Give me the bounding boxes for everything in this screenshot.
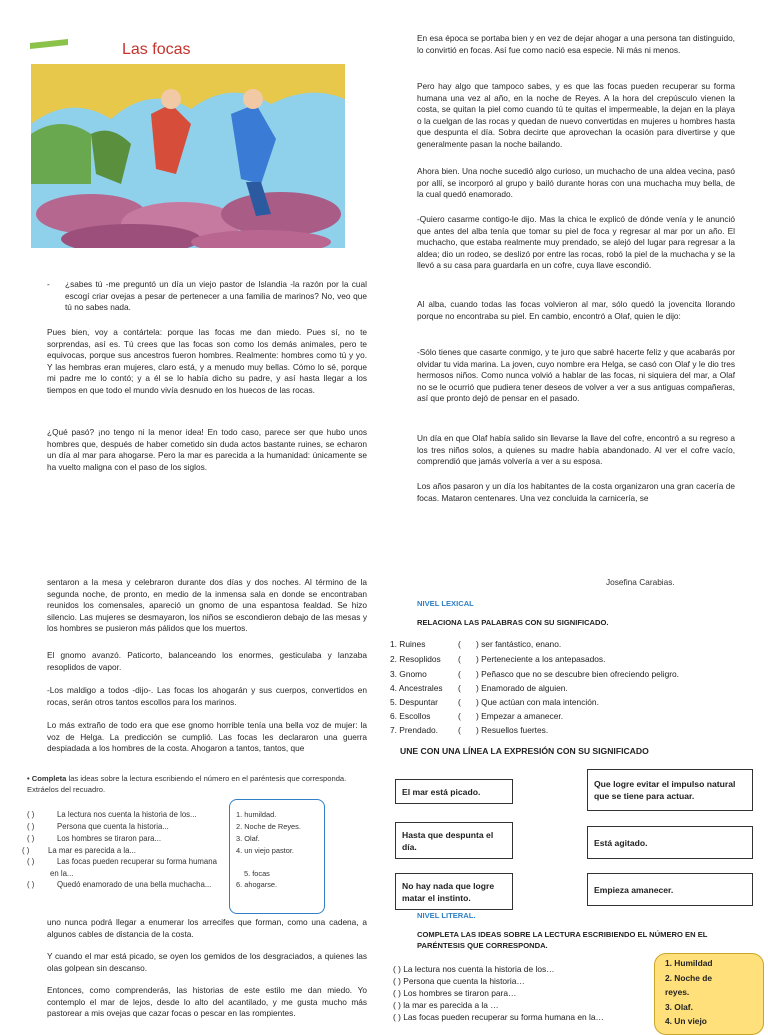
match-row: 2. Resoplidos ( ) Perteneciente a los antepasados. — [390, 654, 606, 664]
page-title: Las focas — [122, 41, 191, 58]
title-accent-bar — [30, 39, 68, 49]
literal-row: ( ) Los hombres se tiraron para… — [393, 988, 517, 998]
story-paragraph: Entonces, como comprenderás, las historias de este estilo me dan miedo. Yo contemplo el mar de lejos, desde lo alto del acantilado, y me gusta mucho más pastorear a mis ovejas que cazar focas o pescar en las rompientes. — [47, 985, 367, 1019]
meaning-box[interactable]: Que logre evitar el impulso natural que se tiene para actuar. — [587, 769, 753, 811]
story-paragraph: Y cuando el mar está picado, se oyen los gemidos de los desgraciados, a quienes las olas golpean sin descanso. — [47, 951, 367, 973]
story-paragraph: sentaron a la mesa y celebraron durante dos días y dos noches. Al término de la segunda noche, de pronto, en medio de la inmensa sala en donde se encontraban reunidos los comensales, apareció un gnomo de una espantosa fealdad. Se hizo silencio. Las mujeres se desmayaron, los niños se escondieron debajo de las mesas y los hombres se pusieron más pálidos que los muertos. — [47, 577, 367, 634]
story-paragraph: Un día en que Olaf había salido sin llevarse la llave del cofre, encontró a su regreso a los tres niños solos, a quienes su madre había abandonado. Al ver el cofre vacío, comprendió que jamás volvería a ver a su esposa. — [417, 433, 735, 467]
story-paragraph: uno nunca podrá llegar a enumerar los arrecifes que forman, como una cadena, a algunos cables de distancia de la costa. — [47, 917, 367, 939]
exercise-instructions: • Completa las ideas sobre la lectura escribiendo el número en el paréntesis que corresponda. Extráelos del recuadro. — [27, 774, 347, 794]
expression-box[interactable]: No hay nada que logre matar el instinto. — [395, 873, 513, 910]
story-paragraph: ¿sabes tú -me preguntó un día un viejo pastor de Islandia -la razón por la cual escogí criar ovejas a pesar de pertenecer a una familia de marinos? No, veo que tú no sabes nada. — [65, 279, 367, 313]
exercise-row: ( ) Persona que cuenta la historia... — [27, 822, 169, 831]
story-paragraph: -Los maldigo a todos -dijo-. Las focas los ahogarán y sus cuerpos, convertidos en rocas, serán otros tantos escollos para los marinos. — [47, 685, 367, 707]
literal-row: ( ) Persona que cuenta la historia… — [393, 976, 525, 986]
meaning-box[interactable]: Está agitado. — [587, 826, 753, 859]
answer-option: 3. Olaf. — [665, 1002, 693, 1012]
story-paragraph: ¿Qué pasó? ¡no tengo ni la menor idea! En todo caso, parece ser que hubo unos hombres que, después de haber cometido sin duda actos bastante ruines, se echaron un día al mar para ahogarse. Pero la mar es parecida a la humanidad: únicamente se ha vuelto maligna con el paso de los siglos. — [47, 427, 367, 472]
meaning-box[interactable]: Empieza amanecer. — [587, 873, 753, 906]
exercise-row: ( ) La lectura nos cuenta la historia de los... — [27, 810, 197, 819]
option-item: 5. focas — [244, 869, 270, 878]
story-paragraph: -Sólo tienes que casarte conmigo, y te juro que sabré hacerte feliz y que acabarás por olvidar tu vida marina. La joven, cuyo nombre era Helga, se casó con Olaf y le dio tres hermosos niños. Como nunca volvió a hablar de las focas, ni siquiera del mar, a Olaf no se le ocurrió que pudiera tener deseos de volver a ver a sus antiguas compañeras, así que pronto dejó de pensar en el pasado. — [417, 347, 735, 404]
exercise-row: ( ) Los hombres se tiraron para... — [27, 834, 162, 843]
answer-option: 1. Humildad — [665, 958, 713, 968]
match-row: 4. Ancestrales ( ) Enamorado de alguien. — [390, 683, 568, 693]
exercise-row: ( ) Quedó enamorado de una bella muchacha... — [27, 880, 212, 889]
answer-option: 4. Un viejo — [665, 1016, 707, 1026]
option-item: 2. Noche de Reyes. — [236, 822, 301, 831]
story-paragraph: Los años pasaron y un día los habitantes de la costa organizaron una gran cacería de focas. Mataron centenares. Una vez concluida la carnicería, se — [417, 481, 735, 503]
story-paragraph: Pero hay algo que tampoco sabes, y es que las focas pueden recuperar su forma humana una vez al año, en la noche de Reyes. A la hora del crepúsculo vienen la costa, se quitan la piel como cuando tú te quitas el impermeable, la dejan en la playa o la cuelgan de las rocas y quedan de nuevo convertidas en mujeres u hombres hasta que despunta el día. Sobra decirte que aprovechan la ocasión para divertirse y que generalmente pasan la noche bailando. — [417, 81, 735, 149]
une-heading: UNE CON UNA LÍNEA LA EXPRESIÓN CON SU SIGNIFICADO — [400, 746, 649, 756]
option-item: 4. un viejo pastor. — [236, 846, 294, 855]
answer-option: 2. Noche de — [665, 973, 713, 983]
bullet-dash: - — [47, 279, 50, 289]
exercise-row: ( ) La mar es parecida a la... — [22, 846, 136, 855]
match-row: 5. Despuntar ( ) Que actúan con mala intención. — [390, 697, 599, 707]
completa-heading: COMPLETA LAS IDEAS SOBRE LA LECTURA ESCRIBIENDO EL NÚMERO EN EL PARÉNTESIS QUE CORRESPONDA. — [417, 930, 708, 950]
option-item: 1. humildad. — [236, 810, 277, 819]
exercise-row: en la... — [50, 869, 74, 878]
story-paragraph: -Quiero casarme contigo-le dijo. Mas la chica le explicó de dónde venía y le anunció que antes del alba tenía que tomar su piel de foca y regresar al mar por un año. El muchacho, que estaba realmente muy prendado, se alejó del lugar para regresar a la aldea; dio un rodeo, se deslizó por entre las rocas, robó la piel de la muchacha y se la llevó a su casa para guardarla en un cofre, cuya llave escondió. — [417, 214, 735, 271]
option-item: 6. ahogarse. — [236, 880, 278, 889]
match-row: 1. Ruines ( ) ser fantástico, enano. — [390, 639, 562, 649]
story-paragraph: Al alba, cuando todas las focas volvieron al mar, sólo quedó la jovencita llorando porque no encontraba su piel. En cambio, encontró a Olaf, quien le dijo: — [417, 299, 735, 321]
story-paragraph: Ahora bien. Una noche sucedió algo curioso, un muchacho de una aldea vecina, pasó por allí, se incorporó al grupo y bailó durante horas con una muchacha muy bella, de la cual quedó enamorado. — [417, 166, 735, 200]
literal-row: ( ) la mar es parecida a la … — [393, 1000, 499, 1010]
author: Josefina Carabias. — [606, 577, 675, 587]
story-paragraph: Pues bien, voy a contártela: porque las focas me dan miedo. Pues sí, no te sorprendas, así es. Tú crees que las focas son como los demás animales, pero te equivocas, porque sus ancestros fueron hombres. Realmente: hombres como tú y yo. Y las hembras eran mujeres, claro está, y a menudo muy bellas. Cómo lo sé, porque mi padre me lo contó; y a él se lo había dicho su padre, y así hasta llegar a los tiempos en que todo el mundo vivía desnudo en los huecos de las rocas. — [47, 327, 367, 395]
answer-option: reyes. — [665, 987, 690, 997]
expression-box[interactable]: Hasta que despunta el día. — [395, 822, 513, 859]
story-paragraph: En esa época se portaba bien y en vez de dejar ahogar a una persona tan distinguido, lo convirtió en focas. Así fue como nació esa especie. Ni más ni menos. — [417, 33, 735, 55]
answer-options-box — [654, 953, 764, 1035]
match-row: 3. Gnomo ( ) Peñasco que no se descubre bien ofreciendo peligro. — [390, 669, 679, 679]
exercise-row: ( ) Las focas pueden recuperar su forma humana — [27, 857, 217, 866]
options-box — [229, 799, 325, 914]
literal-row: ( ) La lectura nos cuenta la historia de los… — [393, 964, 555, 974]
story-illustration — [31, 64, 345, 248]
match-row: 6. Escollos ( ) Empezar a amanecer. — [390, 711, 564, 721]
expression-box[interactable]: El mar está picado. — [395, 779, 513, 804]
option-item: 3. Olaf. — [236, 834, 260, 843]
match-row: 7. Prendado. ( ) Resuellos fuertes. — [390, 725, 549, 735]
relaciona-heading: RELACIONA LAS PALABRAS CON SU SIGNIFICADO. — [417, 618, 609, 627]
story-paragraph: El gnomo avanzó. Paticorto, balanceando los enormes, gesticulaba y lanzaba resoplidos de vapor. — [47, 650, 367, 672]
nivel-lexical-heading: NIVEL LEXICAL — [417, 599, 474, 608]
nivel-literal-heading: NIVEL LITERAL. — [417, 911, 476, 920]
story-paragraph: Lo más extraño de todo era que ese gnomo horrible tenía una bella voz de mujer: la voz de Helga. La predicción se cumplió. Las focas les declararon una guerra despiadada a los hombres de la costa. Ahogaron a tantos, tantos, que — [47, 720, 367, 754]
literal-row: ( ) Las focas pueden recuperar su forma humana en la… — [393, 1012, 604, 1022]
